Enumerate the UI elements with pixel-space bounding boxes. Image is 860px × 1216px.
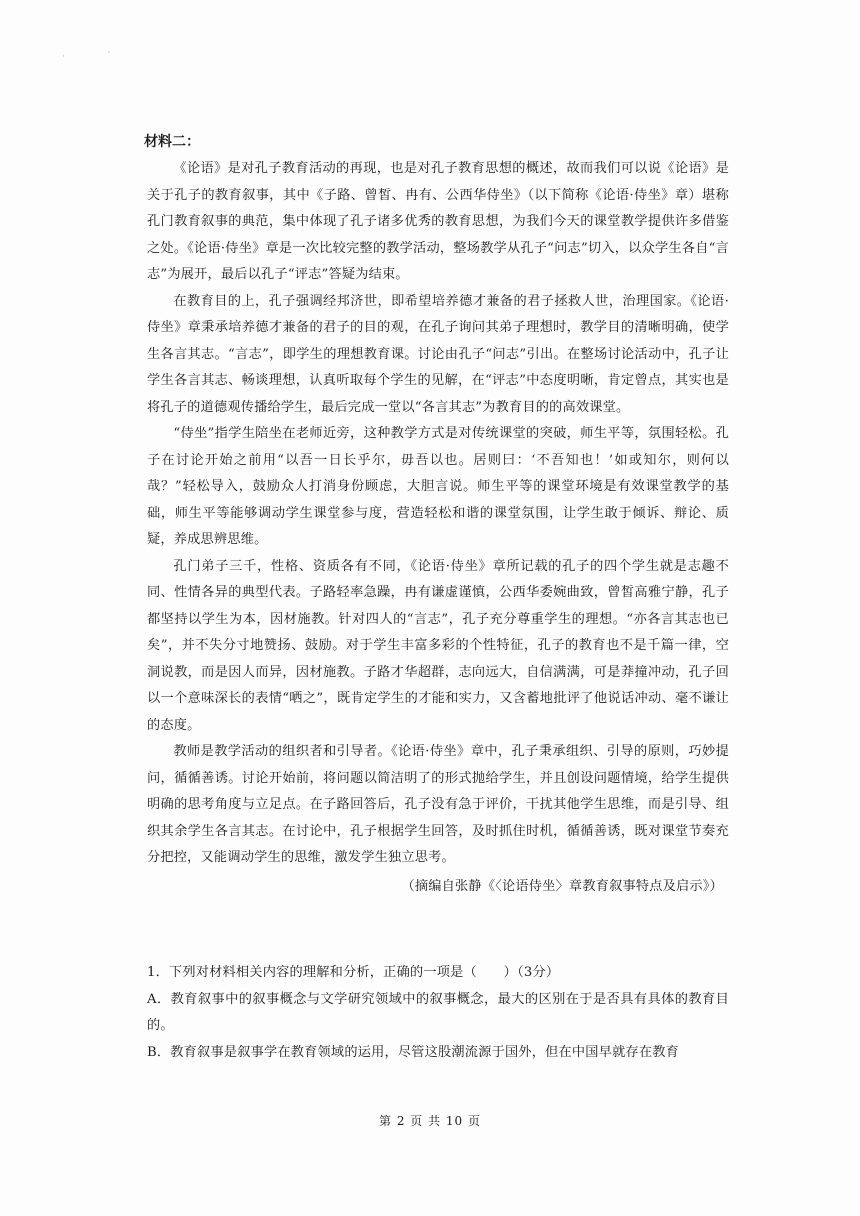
material-paragraph-4: 孔门弟子三千，性格、资质各有不同，《论语·侍坐》章所记载的孔子的四个学生就是志趣不同、性情各异的典型代表。子路轻率急躁，冉有谦虚谨慎，公西华委婉曲致，曾皙高雅宁静，孔子都坚持以学生为本，因材施教。针对四人的“言志”，孔子充分尊重学生的理想。“亦各言其志也已矣”，并不失分寸地赞扬、鼓励。对于学生丰富多彩的个性特征，孔子的教育也不是千篇一律，空洞说教，而是因人而异，因材施教。子路才华超群，志向远大，自信满满，可是莽撞冲动，孔子回以一个意味深长的表情“哂之”，既肯定学生的才能和实力，又含蓄地批评了他说话冲动、毫不谦让的态度。 xyxy=(147,558,729,733)
material-section xyxy=(144,132,729,900)
material-paragraph-1: 《论语》是对孔子教育活动的再现，也是对孔子教育思想的概述，故而我们可以说《论语》是关于孔子的教育叙事，其中《子路、曾皙、冉有、公西华侍坐》（以下简称《论语·侍坐》章）堪称孔门教育叙事的典范，集中体现了孔子诸多优秀的教育思想，为我们今天的课堂教学提供许多借鉴之处。《论语·侍坐》章是一次比较完整的教学活动，整场教学从孔子“问志”切入，以众学生各自“言志”为展开，最后以孔子“评志”答疑为结束。 xyxy=(147,161,729,282)
question-option-b: B．教育叙事是叙事学在教育领域的运用，尽管这股潮流源于国外，但在中国早就存在教育 xyxy=(147,1044,679,1060)
material-paragraph-2: 在教育目的上，孔子强调经邦济世，即希望培养德才兼备的君子拯救人世，治理国家。《论语·侍坐》章秉承培养德才兼备的君子的目的观，在孔子询问其弟子理想时，教学目的清晰明确，使学生各言其志。“言志”，即学生的理想教育课。讨论由孔子“问志”引出。在整场讨论活动中，孔子让学生各言其志、畅谈理想，认真听取每个学生的见解，在“评志”中态度明晰，肯定曾点，其实也是将孔子的道德观传播给学生，最后完成一堂以“各言其志”为教育目的的高效课堂。 xyxy=(147,293,729,415)
scan-artifact-left: · xyxy=(62,52,65,62)
material-paragraph-5: 教师是教学活动的组织者和引导者。《论语·侍坐》章中，孔子秉承组织、引导的原则，巧妙提问，循循善诱。讨论开始前，将问题以简洁明了的形式抛给学生，并且创设问题情境，给学生提供明确的思考角度与立足点。在子路回答后，孔子没有急于评价，干扰其他学生思维，而是引导、组织其余学生各言其志。在讨论中，孔子根据学生回答，及时抓住时机，循循善诱，既对课堂节奏充分把控，又能调动学生的思维，激发学生独立思考。 xyxy=(147,744,729,865)
material-source: （摘编自张静《〈论语侍坐〉章教育叙事特点及启示》） xyxy=(401,878,723,894)
question-1 xyxy=(147,960,729,1066)
scan-artifact-right: ` xyxy=(107,52,112,62)
material-paragraph-3: “侍坐”指学生陪坐在老师近旁，这种教学方式是对传统课堂的突破，师生平等，氛围轻松。孔子在讨论开始之前用“以吾一日长乎尔，毋吾以也。居则曰：‘不吾知也！’如或知尔，则何以哉？”轻松导入，鼓励众人打消身份顾虑，大胆言说。师生平等的课堂环境是有效课堂教学的基础，师生平等能够调动学生课堂参与度，营造轻松和谐的课堂氛围，让学生敢于倾诉、辩论、质疑，养成思辨思维。 xyxy=(147,426,729,547)
question-option-a: A．教育叙事中的叙事概念与文学研究领域中的叙事概念，最大的区别在于是否具有具体的教育目的。 xyxy=(147,991,729,1033)
material-heading: 材料二： xyxy=(144,134,200,150)
question-stem: 1．下列对材料相关内容的理解和分析，正确的一项是（ ）（3分） xyxy=(147,965,560,980)
page-footer: 第 2 页 共 10 页 xyxy=(379,1114,481,1128)
